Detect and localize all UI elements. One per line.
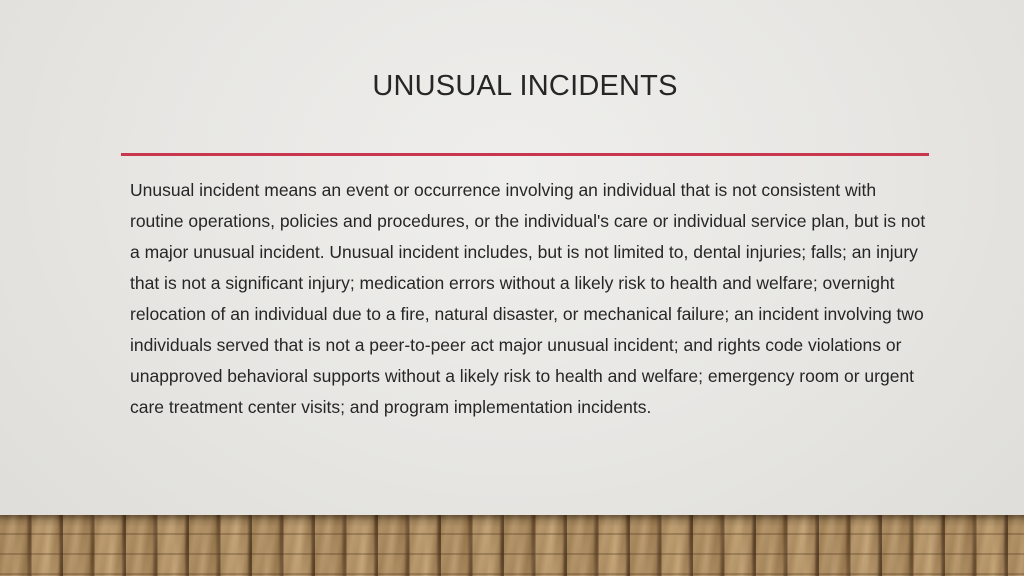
title-divider: [121, 153, 929, 156]
wood-floor-texture: [0, 515, 1024, 576]
slide-body-text: Unusual incident means an event or occurrence involving an individual that is not consistent with routine operations, policies and procedures, or the individual's care or individual service plan, but is not a major unusual incident. Unusual incident includes, but is not limited to, dental injuries; falls; an injury that is not a significant injury; medication errors without a likely risk to health and welfare; overnight relocation of an individual due to a fire, natural disaster, or mechanical failure; an incident involving two individuals served that is not a peer-to-peer act major unusual incident; and rights code violations or unapproved behavioral supports without a likely risk to health and welfare; emergency room or urgent care treatment center visits; and program implementation incidents.: [130, 180, 926, 417]
slide-title: UNUSUAL INCIDENTS: [372, 70, 678, 102]
